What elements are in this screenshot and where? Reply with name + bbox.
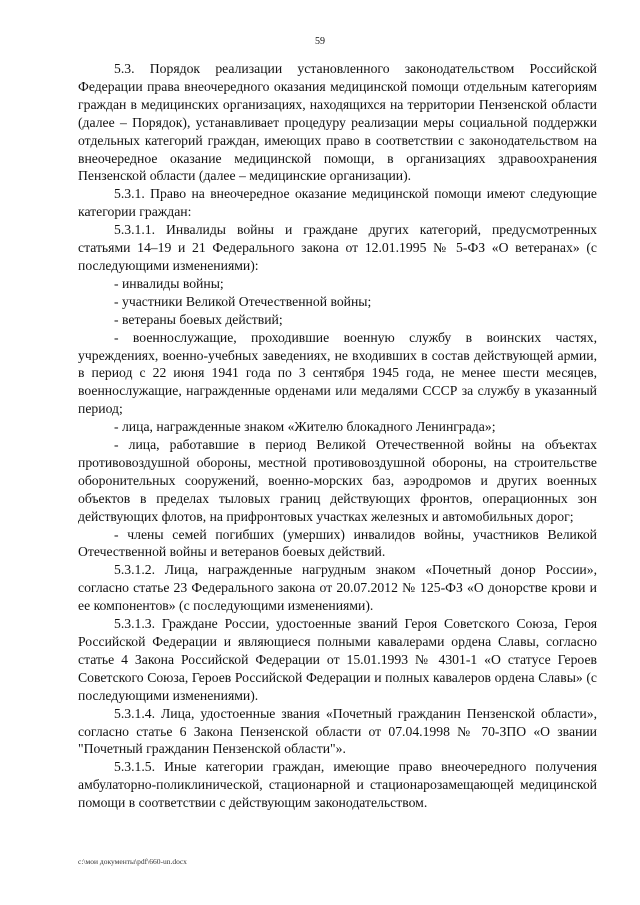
- paragraph-5-3-1-3: 5.3.1.3. Граждане России, удостоенные званий Героя Советского Союза, Героя Российской Федерации и являющиеся полными кавалерами ордена Славы, согласно статье 4 Закона Российской Федерации от 15.01.1993 № 4301-1 «О статусе Героев Советского Союза, Героев Российской Федерации и полных кавалеров ордена Славы» (с последующими изменениями).: [78, 616, 597, 703]
- list-item-ww2-participants: - участники Великой Отечественной войны;: [114, 293, 372, 309]
- page-number: 59: [315, 36, 325, 47]
- list-item-war-invalids: - инвалиды войны;: [114, 275, 224, 291]
- paragraph-5-3: 5.3. Порядок реализации установленного законодательством Российской Федерации права внеочередного оказания медицинской помощи отдельным категориям граждан в медицинских организациях, находящихся на территории Пензенской области (далее – Порядок), устанавливает процедуру реализации меры социальной поддержки отдельных категорий граждан, имеющих право в соответствии с законодательством на внеочередное оказание медицинской помощи, в организациях здравоохранения Пензенской области (далее – медицинские организации).: [78, 61, 597, 184]
- paragraph-5-3-1-1: 5.3.1.1. Инвалиды войны и граждане других категорий, предусмотренных статьями 14–19 и 21 Федерального закона от 12.01.1995 № 5-ФЗ «О ветеранах» (с последующими изменениями):: [78, 222, 597, 273]
- list-item-defense-workers: - лица, работавшие в период Великой Отечественной войны на объектах противовоздушной обороны, местной противовоздушной обороны, на строительстве оборонительных сооружений, военно-морских баз, аэродромов и других военных объектов в пределах тыловых границ действующих фронтов, операционных зон действующих флотов, на прифронтовых участках железных и автомобильных дорог;: [78, 437, 597, 524]
- paragraph-5-3-1-5: 5.3.1.5. Иные категории граждан, имеющие право внеочередного получения амбулаторно-поликлинической, стационарной и стационарозамещающей медицинской помощи в соответствии с действующим законодательством.: [78, 759, 597, 811]
- list-item-military-personnel: - военнослужащие, проходившие военную службу в воинских частях, учреждениях, военно-учебных заведениях, не входивших в состав действующей армии, в период с 22 июня 1941 года по 3 сентября 1945 года, не менее шести месяцев, военнослужащие, награжденные орденами или медалями СССР за службу в указанный период;: [78, 329, 597, 417]
- paragraph-5-3-1-4: 5.3.1.4. Лица, удостоенные звания «Почетный гражданин Пензенской области», согласно статье 6 Закона Пензенской области от 07.04.1998 № 70-ЗПО «О звании "Почетный гражданин Пензенской области"».: [78, 705, 597, 757]
- paragraph-5-3-1: 5.3.1. Право на внеочередное оказание медицинской помощи имеют следующие категории граждан:: [78, 186, 597, 220]
- paragraph-5-3-1-2: 5.3.1.2. Лица, награжденные нагрудным знаком «Почетный донор России», согласно статье 23 Федерального закона от 20.07.2012 № 125-ФЗ «О донорстве крови и ее компонентов» (с последующими изменениями).: [78, 562, 597, 614]
- list-item-leningrad-siege: - лица, награжденные знаком «Жителю блокадного Ленинграда»;: [114, 419, 496, 435]
- list-item-combat-veterans: - ветераны боевых действий;: [114, 311, 283, 327]
- list-item-family-members: - члены семей погибших (умерших) инвалидов войны, участников Великой Отечественной войны и ветеранов боевых действий.: [78, 526, 597, 560]
- document-body: [78, 60, 597, 812]
- footer-file-path: c:\мои документы\pdf\660-un.docx: [78, 857, 187, 866]
